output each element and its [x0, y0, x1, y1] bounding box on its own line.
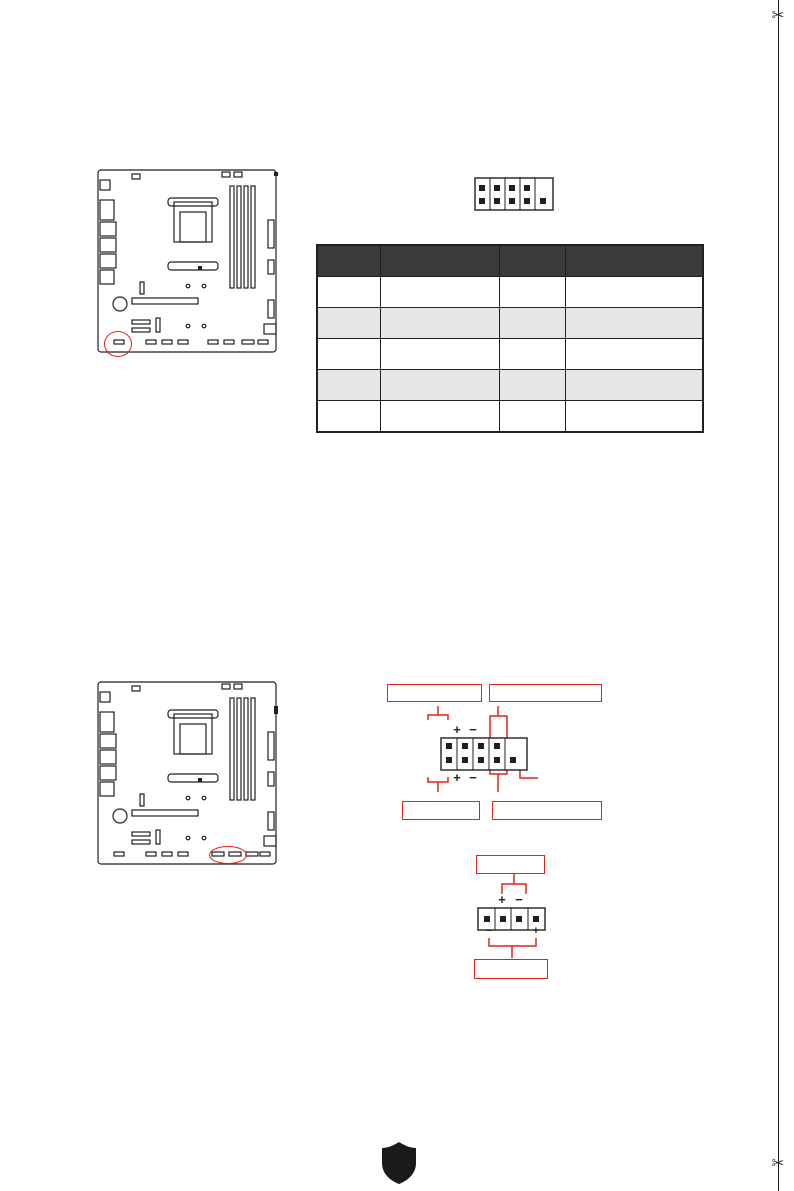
table-cell — [499, 339, 565, 370]
table-header-cell — [317, 245, 380, 277]
msi-shield-icon — [381, 1141, 417, 1185]
table-cell — [317, 370, 380, 401]
minus-sign: − — [469, 770, 477, 785]
table-cell — [499, 370, 565, 401]
plus-sign: + — [453, 722, 461, 737]
scissors-icon: ✂ — [771, 7, 785, 24]
plus-sign: + — [453, 770, 461, 785]
table-cell — [380, 370, 499, 401]
pin-header-2x5 — [474, 177, 554, 211]
table-cell — [380, 339, 499, 370]
table-cell — [565, 339, 703, 370]
table-cell — [380, 401, 499, 433]
scissors-icon: ✂ — [771, 1155, 785, 1172]
table-row — [317, 308, 703, 339]
table-cell — [317, 308, 380, 339]
table-row — [317, 277, 703, 308]
label-top-right — [489, 684, 602, 702]
table-cell — [565, 370, 703, 401]
pin-definition-table — [316, 244, 704, 433]
table-cell — [380, 308, 499, 339]
cut-line — [778, 0, 779, 1191]
table-header-cell — [565, 245, 703, 277]
plus-sign: + — [532, 925, 540, 937]
minus-sign: − — [485, 925, 493, 937]
plus-sign: + — [498, 892, 506, 907]
header-location-marker — [104, 331, 132, 357]
table-header-row — [317, 245, 703, 277]
table-cell — [499, 401, 565, 433]
table-cell — [317, 277, 380, 308]
header-location-marker — [209, 846, 247, 864]
label-top-left — [387, 684, 482, 702]
table-cell — [499, 277, 565, 308]
label-bottom-left — [402, 801, 480, 820]
label-bottom-right — [492, 801, 602, 820]
table-cell — [565, 308, 703, 339]
table-row — [317, 339, 703, 370]
table-cell — [380, 277, 499, 308]
label-speaker-top — [476, 855, 545, 874]
minus-sign: − — [515, 892, 523, 907]
table-cell — [565, 277, 703, 308]
table-row — [317, 401, 703, 433]
table-header-cell — [499, 245, 565, 277]
table-cell — [317, 401, 380, 433]
table-row — [317, 370, 703, 401]
motherboard-diagram-2 — [92, 676, 282, 872]
minus-sign: − — [469, 722, 477, 737]
table-cell — [499, 308, 565, 339]
table-cell — [565, 401, 703, 433]
table-header-cell — [380, 245, 499, 277]
table-cell — [317, 339, 380, 370]
label-speaker-bottom — [474, 959, 548, 979]
